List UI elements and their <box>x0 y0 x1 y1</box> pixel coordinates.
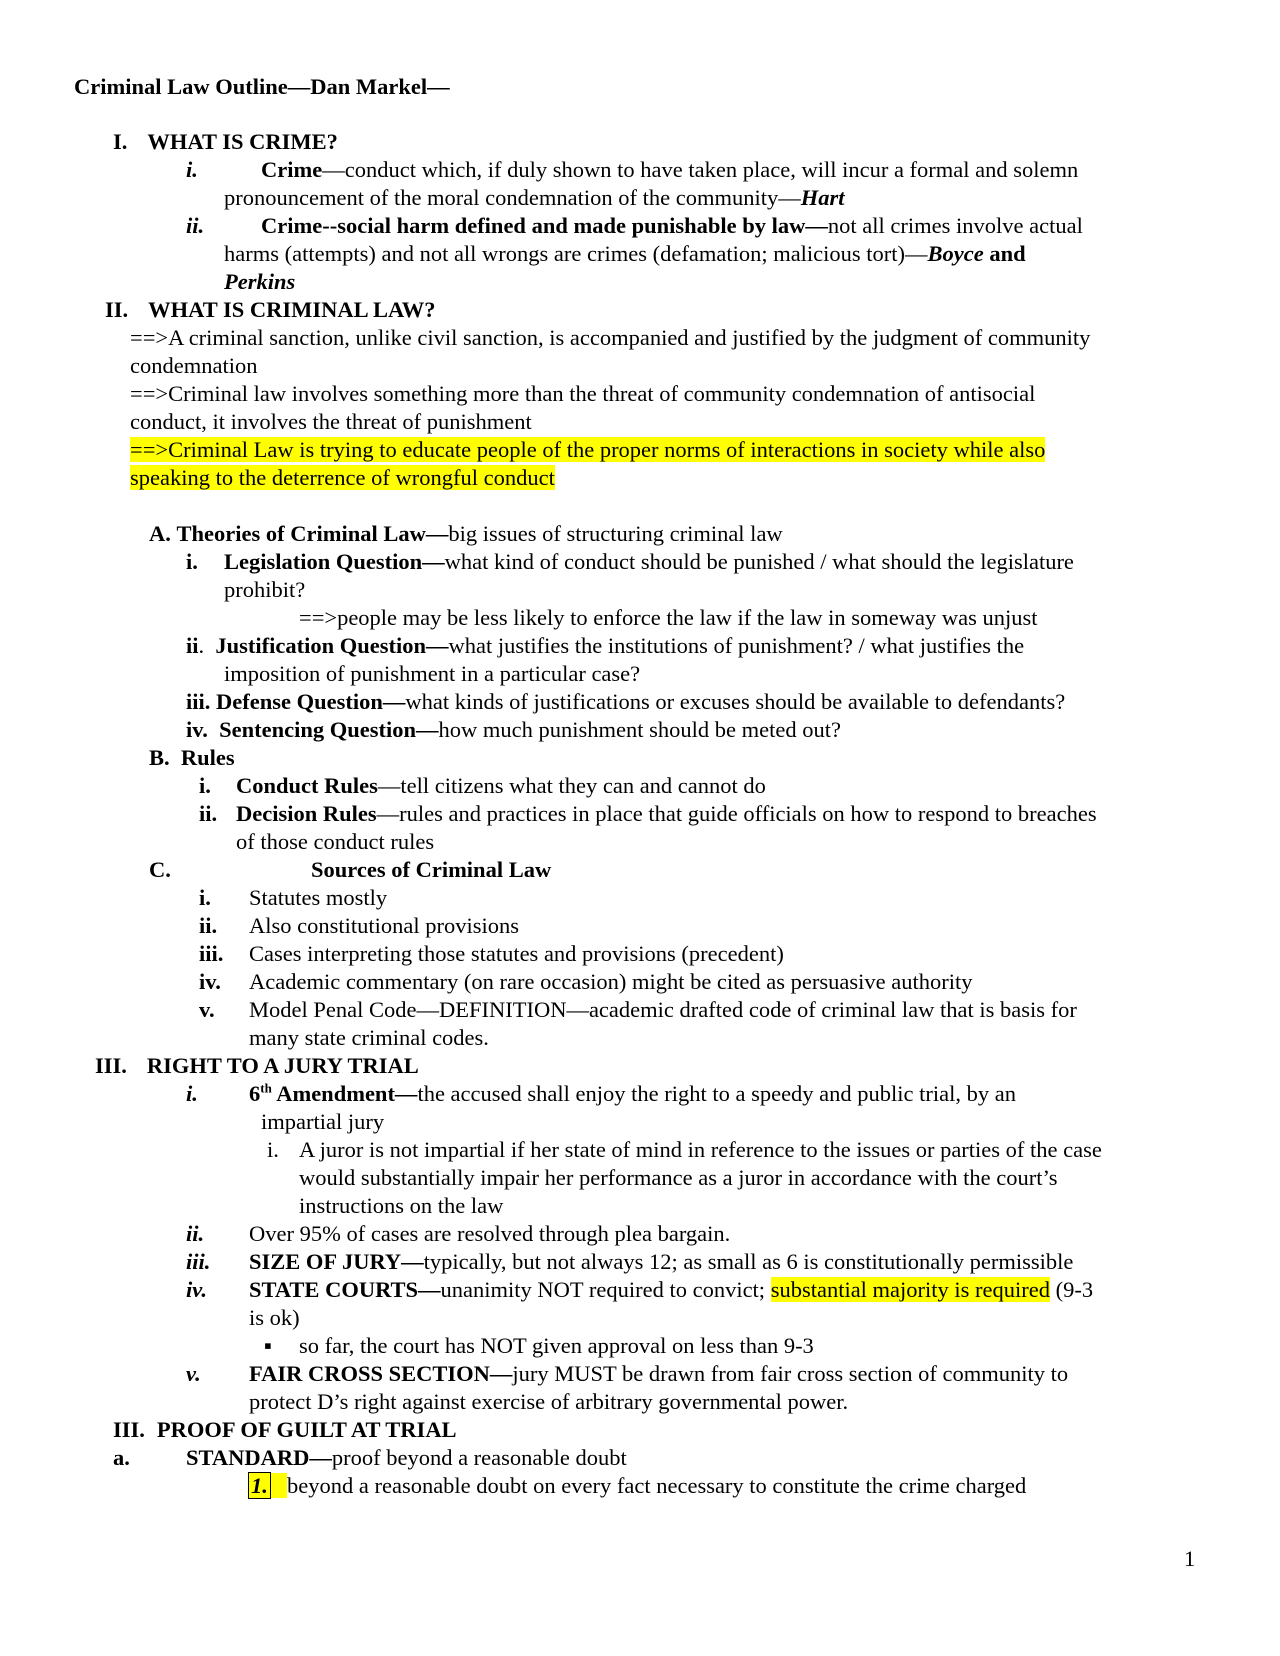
list-item-text: of those conduct rules <box>236 829 435 854</box>
highlighted-paragraph: speaking to the deterrence of wrongful conduct <box>130 465 555 490</box>
list-item-text: Conduct Rules—tell citizens what they can and cannot do <box>236 773 766 798</box>
list-item-text: Perkins <box>224 269 296 294</box>
list-item: v. <box>186 1361 201 1386</box>
list-item: i. <box>267 1137 279 1162</box>
list-item-text: SIZE OF JURY—typically, but not always 12; as small as 6 is constitutionally permissible <box>249 1249 1074 1274</box>
list-item: iv. <box>186 1277 208 1302</box>
list-item-text: Cases interpreting those statutes and provisions (precedent) <box>249 941 784 966</box>
paragraph: conduct, it involves the threat of punishment <box>130 409 532 434</box>
list-item-text: 6th Amendment—the accused shall enjoy the right to a speedy and public trial, by an <box>249 1080 1017 1106</box>
list-item: ii. <box>199 913 218 938</box>
subsection-heading: B. Rules <box>149 745 235 770</box>
list-item-text: would substantially impair her performance as a juror in accordance with the court’s <box>299 1165 1058 1190</box>
list-item-text: Academic commentary (on rare occasion) might be cited as persuasive authority <box>249 969 973 994</box>
section-heading: II. WHAT IS CRIMINAL LAW? <box>105 297 436 322</box>
list-item: ii. <box>186 1221 205 1246</box>
list-item-text: STATE COURTS—unanimity NOT required to convict; substantial majority is required (9-3 <box>249 1277 1094 1302</box>
paragraph: ==>A criminal sanction, unlike civil sanction, is accompanied and justified by the judgment of community <box>130 325 1091 350</box>
subsection-number: C. <box>149 857 171 882</box>
list-item-text: Model Penal Code—DEFINITION—academic drafted code of criminal law that is basis for <box>249 997 1077 1022</box>
subsection-heading: Sources of Criminal Law <box>311 857 552 882</box>
subsection-heading: A. Theories of Criminal Law—big issues of structuring criminal law <box>149 521 783 546</box>
list-item: ii. <box>186 213 205 238</box>
list-item: i. <box>186 549 198 574</box>
section-heading: I. WHAT IS CRIME? <box>113 129 338 154</box>
document-title: Criminal Law Outline—Dan Markel— <box>74 74 450 99</box>
list-item: i. <box>199 885 211 910</box>
list-item-text: Decision Rules—rules and practices in place that guide officials on how to respond to breaches <box>236 801 1097 826</box>
list-item-text: imposition of punishment in a particular case? <box>224 661 641 686</box>
list-item-text: harms (attempts) and not all wrongs are crimes (defamation; malicious tort)—Boyce and <box>224 241 1026 266</box>
section-heading: III. RIGHT TO A JURY TRIAL <box>95 1053 419 1078</box>
list-item-text: instructions on the law <box>299 1193 504 1218</box>
list-item-text: iv. Sentencing Question—how much punishment should be meted out? <box>186 717 841 742</box>
list-item: iii. <box>199 941 224 966</box>
list-item-text: prohibit? <box>224 577 306 602</box>
list-item-text: many state criminal codes. <box>249 1025 489 1050</box>
bullet-icon: ▪ <box>264 1333 272 1358</box>
list-item-text: Over 95% of cases are resolved through plea bargain. <box>249 1221 731 1246</box>
list-item-text: Crime—conduct which, if duly shown to have taken place, will incur a formal and solemn <box>261 157 1079 182</box>
list-item: i. <box>186 157 198 182</box>
paragraph: ==>Criminal law involves something more than the threat of community condemnation of antisocial <box>130 381 1036 406</box>
list-item-text: Statutes mostly <box>249 885 388 910</box>
list-item-text: pronouncement of the moral condemnation of the community—Hart <box>224 185 845 210</box>
list-item: v. <box>199 997 215 1022</box>
page-number: 1 <box>1184 1546 1196 1571</box>
list-item-text: impartial jury <box>261 1109 385 1134</box>
numbered-item-text: beyond a reasonable doubt on every fact necessary to constitute the crime charged <box>287 1473 1027 1498</box>
list-item: iii. <box>186 1249 211 1274</box>
list-item-text: FAIR CROSS SECTION—jury MUST be drawn from fair cross section of community to <box>249 1361 1069 1386</box>
list-item: i. <box>186 1081 198 1106</box>
list-item-text: STANDARD—proof beyond a reasonable doubt <box>186 1445 627 1470</box>
list-item: iv. <box>199 969 221 994</box>
list-item: a. <box>113 1445 130 1470</box>
list-item-text: Crime--social harm defined and made punishable by law—not all crimes involve actual <box>261 213 1083 238</box>
highlighted-paragraph: ==>Criminal Law is trying to educate people of the proper norms of interactions in society while also <box>130 437 1046 462</box>
bullet-text: so far, the court has NOT given approval on less than 9-3 <box>299 1333 814 1358</box>
list-item-text: Legislation Question—what kind of conduct should be punished / what should the legislature <box>224 549 1074 574</box>
list-item-text: ii. Justification Question—what justifies the institutions of punishment? / what justifies the <box>186 633 1025 658</box>
list-item-text: is ok) <box>249 1305 300 1330</box>
list-item: ii. <box>199 801 218 826</box>
numbered-item: 1. <box>249 1472 287 1500</box>
list-item: i. <box>199 773 211 798</box>
section-heading: III. PROOF OF GUILT AT TRIAL <box>113 1417 457 1442</box>
list-item-text: Also constitutional provisions <box>249 913 519 938</box>
list-item-text: A juror is not impartial if her state of mind in reference to the issues or parties of the case <box>299 1137 1102 1162</box>
note: ==>people may be less likely to enforce the law if the law in someway was unjust <box>299 605 1038 630</box>
list-item-text: protect D’s right against exercise of arbitrary governmental power. <box>249 1389 849 1414</box>
paragraph: condemnation <box>130 353 258 378</box>
list-item-text: iii. Defense Question—what kinds of justifications or excuses should be available to defendants? <box>186 689 1066 714</box>
